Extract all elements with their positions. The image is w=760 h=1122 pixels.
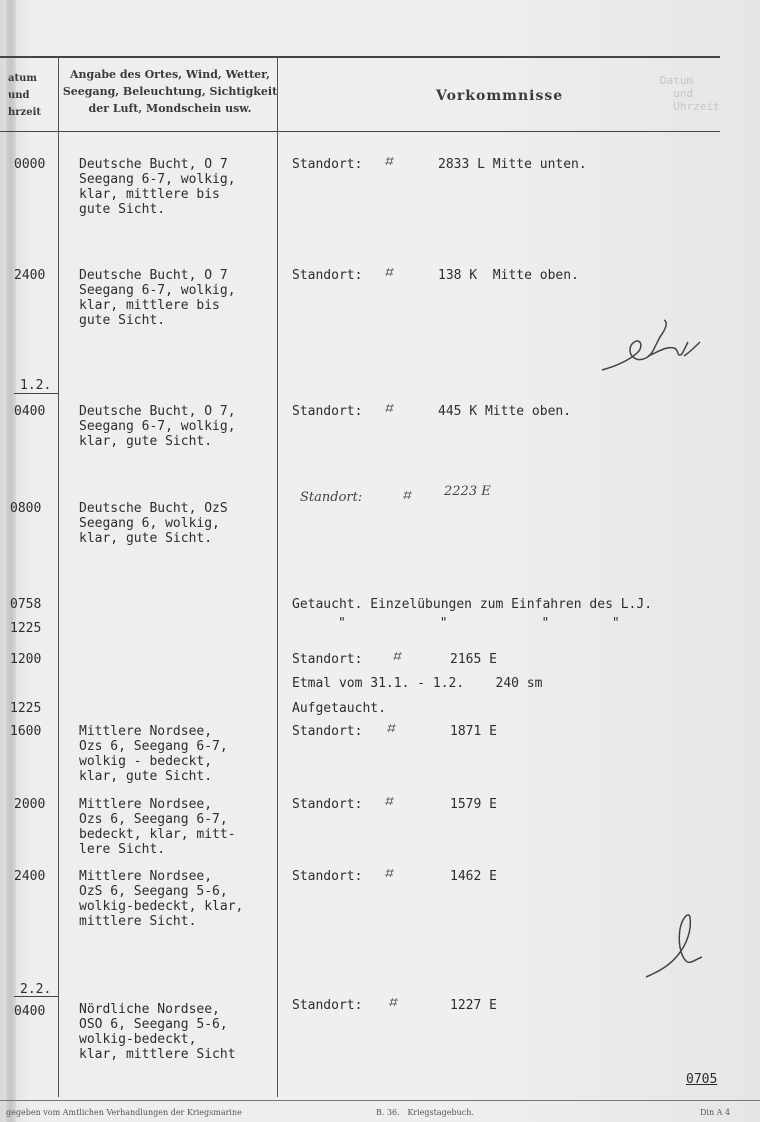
column-divider-date — [58, 57, 59, 1097]
grid-square-icon: ⌗ — [384, 864, 393, 882]
signature-icon — [640, 905, 710, 985]
entry-date: 1.2. — [20, 378, 52, 393]
entry-label: Standort: — [292, 724, 363, 739]
header-place-weather: Angabe des Ortes, Wind, Wetter, Seegang, Beleuchtung, Sichtigkeit der Luft, Mondschein usw. — [62, 68, 278, 115]
signature-icon — [596, 312, 716, 382]
grid-square-icon: ⌗ — [388, 993, 397, 1011]
bleed-through-text: Datum und Uhrzeit — [660, 74, 720, 113]
entry-time: 2400 — [14, 869, 46, 884]
entry-label: Standort: — [292, 404, 363, 419]
footer-format: Din A 4 — [700, 1108, 731, 1117]
entry-value: 138 K Mitte oben. — [438, 268, 579, 283]
entry-weather: Deutsche Bucht, O 7 Seegang 6-7, wolkig, klar, mittlere bis gute Sicht. — [79, 268, 236, 328]
entry-value: 445 K Mitte oben. — [438, 404, 572, 419]
entry-time: 2000 — [14, 797, 46, 812]
entry-value: 2165 E — [450, 652, 497, 667]
entry-label: Standort: — [292, 652, 363, 667]
page-number: 0705 — [686, 1072, 718, 1087]
entry-time: 0758 — [10, 597, 42, 612]
entry-weather: Deutsche Bucht, O 7, Seegang 6-7, wolkig, klar, gute Sicht. — [79, 404, 236, 449]
footer-rule — [0, 1100, 760, 1101]
entry-value: 2833 L Mitte unten. — [438, 157, 587, 172]
grid-square-icon: ⌗ — [384, 263, 393, 281]
grid-square-icon: ⌗ — [402, 486, 411, 504]
entry-label: Standort: — [292, 268, 363, 283]
entry-time: 0400 — [14, 404, 46, 419]
entry-time: 2400 — [14, 268, 46, 283]
grid-square-icon: ⌗ — [386, 719, 395, 737]
entry-event: Etmal vom 31.1. - 1.2. 240 sm — [292, 676, 543, 691]
date-rule-1 — [14, 393, 58, 394]
entry-label: Standort: — [292, 797, 363, 812]
top-rule — [0, 56, 720, 58]
entry-weather: Deutsche Bucht, O 7 Seegang 6-7, wolkig, klar, mittlere bis gute Sicht. — [79, 157, 236, 217]
entry-time: 0800 — [10, 501, 42, 516]
entry-time: 0000 — [14, 157, 46, 172]
header-events: Vorkommnisse — [436, 88, 564, 104]
entry-time: 1600 — [10, 724, 42, 739]
header-rule — [0, 131, 720, 132]
entry-label: Standort: — [292, 869, 363, 884]
entry-time: 0400 — [14, 1004, 46, 1019]
footer-form-title: B. 36. Kriegstagebuch. — [376, 1108, 474, 1117]
grid-square-icon: ⌗ — [384, 152, 393, 170]
entry-value: 2223 E — [444, 484, 491, 499]
entry-weather: Mittlere Nordsee, Ozs 6, Seegang 6-7, wolkig - bedeckt, klar, gute Sicht. — [79, 724, 228, 784]
entry-value: 1579 E — [450, 797, 497, 812]
entry-event: " " " " — [338, 616, 620, 631]
entry-event: Aufgetaucht. — [292, 701, 386, 716]
entry-time: 1225 — [10, 621, 42, 636]
entry-value: 1462 E — [450, 869, 497, 884]
entry-value: 1871 E — [450, 724, 497, 739]
entry-time: 1225 — [10, 701, 42, 716]
grid-square-icon: ⌗ — [384, 792, 393, 810]
grid-square-icon: ⌗ — [384, 399, 393, 417]
entry-weather: Mittlere Nordsee, Ozs 6, Seegang 6-7, bedeckt, klar, mitt- lere Sicht. — [79, 797, 236, 857]
entry-weather: Deutsche Bucht, OzS Seegang 6, wolkig, klar, gute Sicht. — [79, 501, 228, 546]
entry-weather: Nördliche Nordsee, OSO 6, Seegang 5-6, wolkig-bedeckt, klar, mittlere Sicht — [79, 1002, 236, 1062]
entry-date: 2.2. — [20, 982, 52, 997]
footer-imprint: gegeben vom Amtlichen Verhandlungen der Kriegsmarine — [6, 1108, 242, 1117]
entry-time: 1200 — [10, 652, 42, 667]
entry-value: 1227 E — [450, 998, 497, 1013]
entry-label: Standort: — [300, 490, 363, 505]
grid-square-icon: ⌗ — [392, 647, 401, 665]
entry-label: Standort: — [292, 157, 363, 172]
entry-weather: Mittlere Nordsee, OzS 6, Seegang 5-6, wolkig-bedeckt, klar, mittlere Sicht. — [79, 869, 244, 929]
entry-event: Getaucht. Einzelübungen zum Einfahren des L.J. — [292, 597, 653, 612]
header-date-time: atum und hrzeit — [8, 73, 41, 118]
entry-label: Standort: — [292, 998, 363, 1013]
